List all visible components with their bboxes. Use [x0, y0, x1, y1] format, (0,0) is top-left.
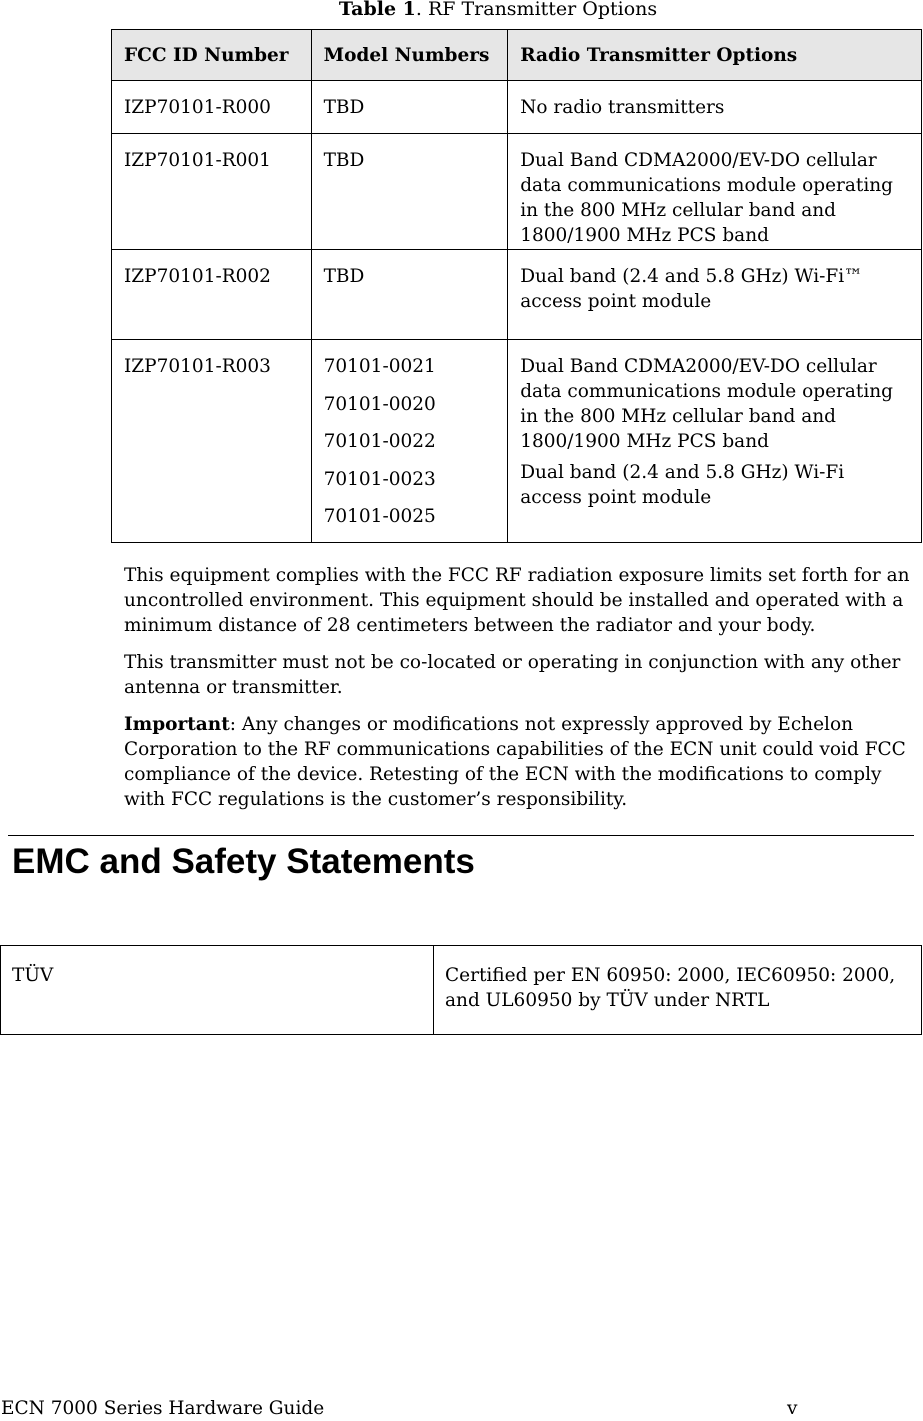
- cell-options: [508, 340, 922, 543]
- rf-transmitter-table: [111, 29, 922, 543]
- table-caption: [0, 0, 923, 20]
- cell-fcc-id: IZP70101-R001: [112, 134, 312, 250]
- important-label: Important: [124, 714, 230, 735]
- table-row: [112, 250, 922, 340]
- cell-model: TBD: [311, 250, 508, 340]
- cell-fcc-id: IZP70101-R003: [112, 340, 312, 543]
- important-text: : Any changes or modifications not expressly approved by Echelon Corporation to the RF communications capabilities of the ECN unit could void FCC compliance of the device. Retesting of the ECN with the modifications to comply with FCC regulations is the customer’s responsibility.: [124, 714, 906, 810]
- model-number: 70101-0023: [323, 468, 436, 490]
- table-row: [112, 134, 922, 250]
- table-caption-label: Table 1: [338, 0, 416, 20]
- option-text: Dual band (2.4 and 5.8 GHz) Wi-Fi access point module: [520, 462, 845, 508]
- table-header-row: [112, 30, 922, 81]
- table-caption-text: . RF Transmitter Options: [415, 0, 658, 20]
- option-text: Dual Band CDMA2000/EV-DO cellular data communications module operating in the 800 MHz cellular band and 1800/1900 MHz PCS band: [520, 356, 893, 452]
- section-heading: EMC and Safety Statements: [12, 842, 475, 881]
- table-row: [112, 81, 922, 134]
- emc-table: [0, 945, 922, 1035]
- footer-page-number: v: [787, 1398, 798, 1419]
- important-paragraph: [124, 712, 914, 812]
- co-location-paragraph: This transmitter must not be co-located or operating in conjunction with any other antenna or transmitter.: [124, 652, 901, 698]
- section-divider: [8, 835, 914, 836]
- cell-options: Dual band (2.4 and 5.8 GHz) Wi-Fi™ access point module: [508, 250, 922, 340]
- cell-statement: Certified per EN 60950: 2000, IEC60950: 2000, and UL60950 by TÜV under NRTL: [434, 946, 922, 1035]
- cell-options: Dual Band CDMA2000/EV-DO cellular data communications module operating in the 800 MHz cellular band and 1800/1900 MHz PCS band: [508, 134, 922, 250]
- cell-models: [311, 340, 508, 543]
- model-number: 70101-0022: [323, 431, 436, 452]
- header-radio-options: Radio Transmitter Options: [508, 30, 922, 81]
- model-number: 70101-0021: [323, 356, 436, 377]
- model-number: 70101-0020: [323, 393, 436, 415]
- cell-options: No radio transmitters: [508, 81, 922, 134]
- table-row: [1, 946, 922, 1035]
- rf-exposure-paragraph: This equipment complies with the FCC RF radiation exposure limits set forth for an uncontrolled environment. This equipment should be installed and operated with a minimum distance of 28 centimeters between the radiator and your body.: [124, 565, 910, 636]
- cell-fcc-id: IZP70101-R000: [112, 81, 312, 134]
- cell-agency: TÜV: [1, 946, 434, 1035]
- header-fcc-id: FCC ID Number: [112, 30, 312, 81]
- cell-fcc-id: IZP70101-R002: [112, 250, 312, 340]
- cell-model: TBD: [311, 81, 508, 134]
- model-number: 70101-0025: [323, 506, 436, 527]
- table-row: [112, 340, 922, 543]
- footer-title: ECN 7000 Series Hardware Guide: [1, 1398, 325, 1419]
- cell-model: TBD: [311, 134, 508, 250]
- header-model-numbers: Model Numbers: [311, 30, 508, 81]
